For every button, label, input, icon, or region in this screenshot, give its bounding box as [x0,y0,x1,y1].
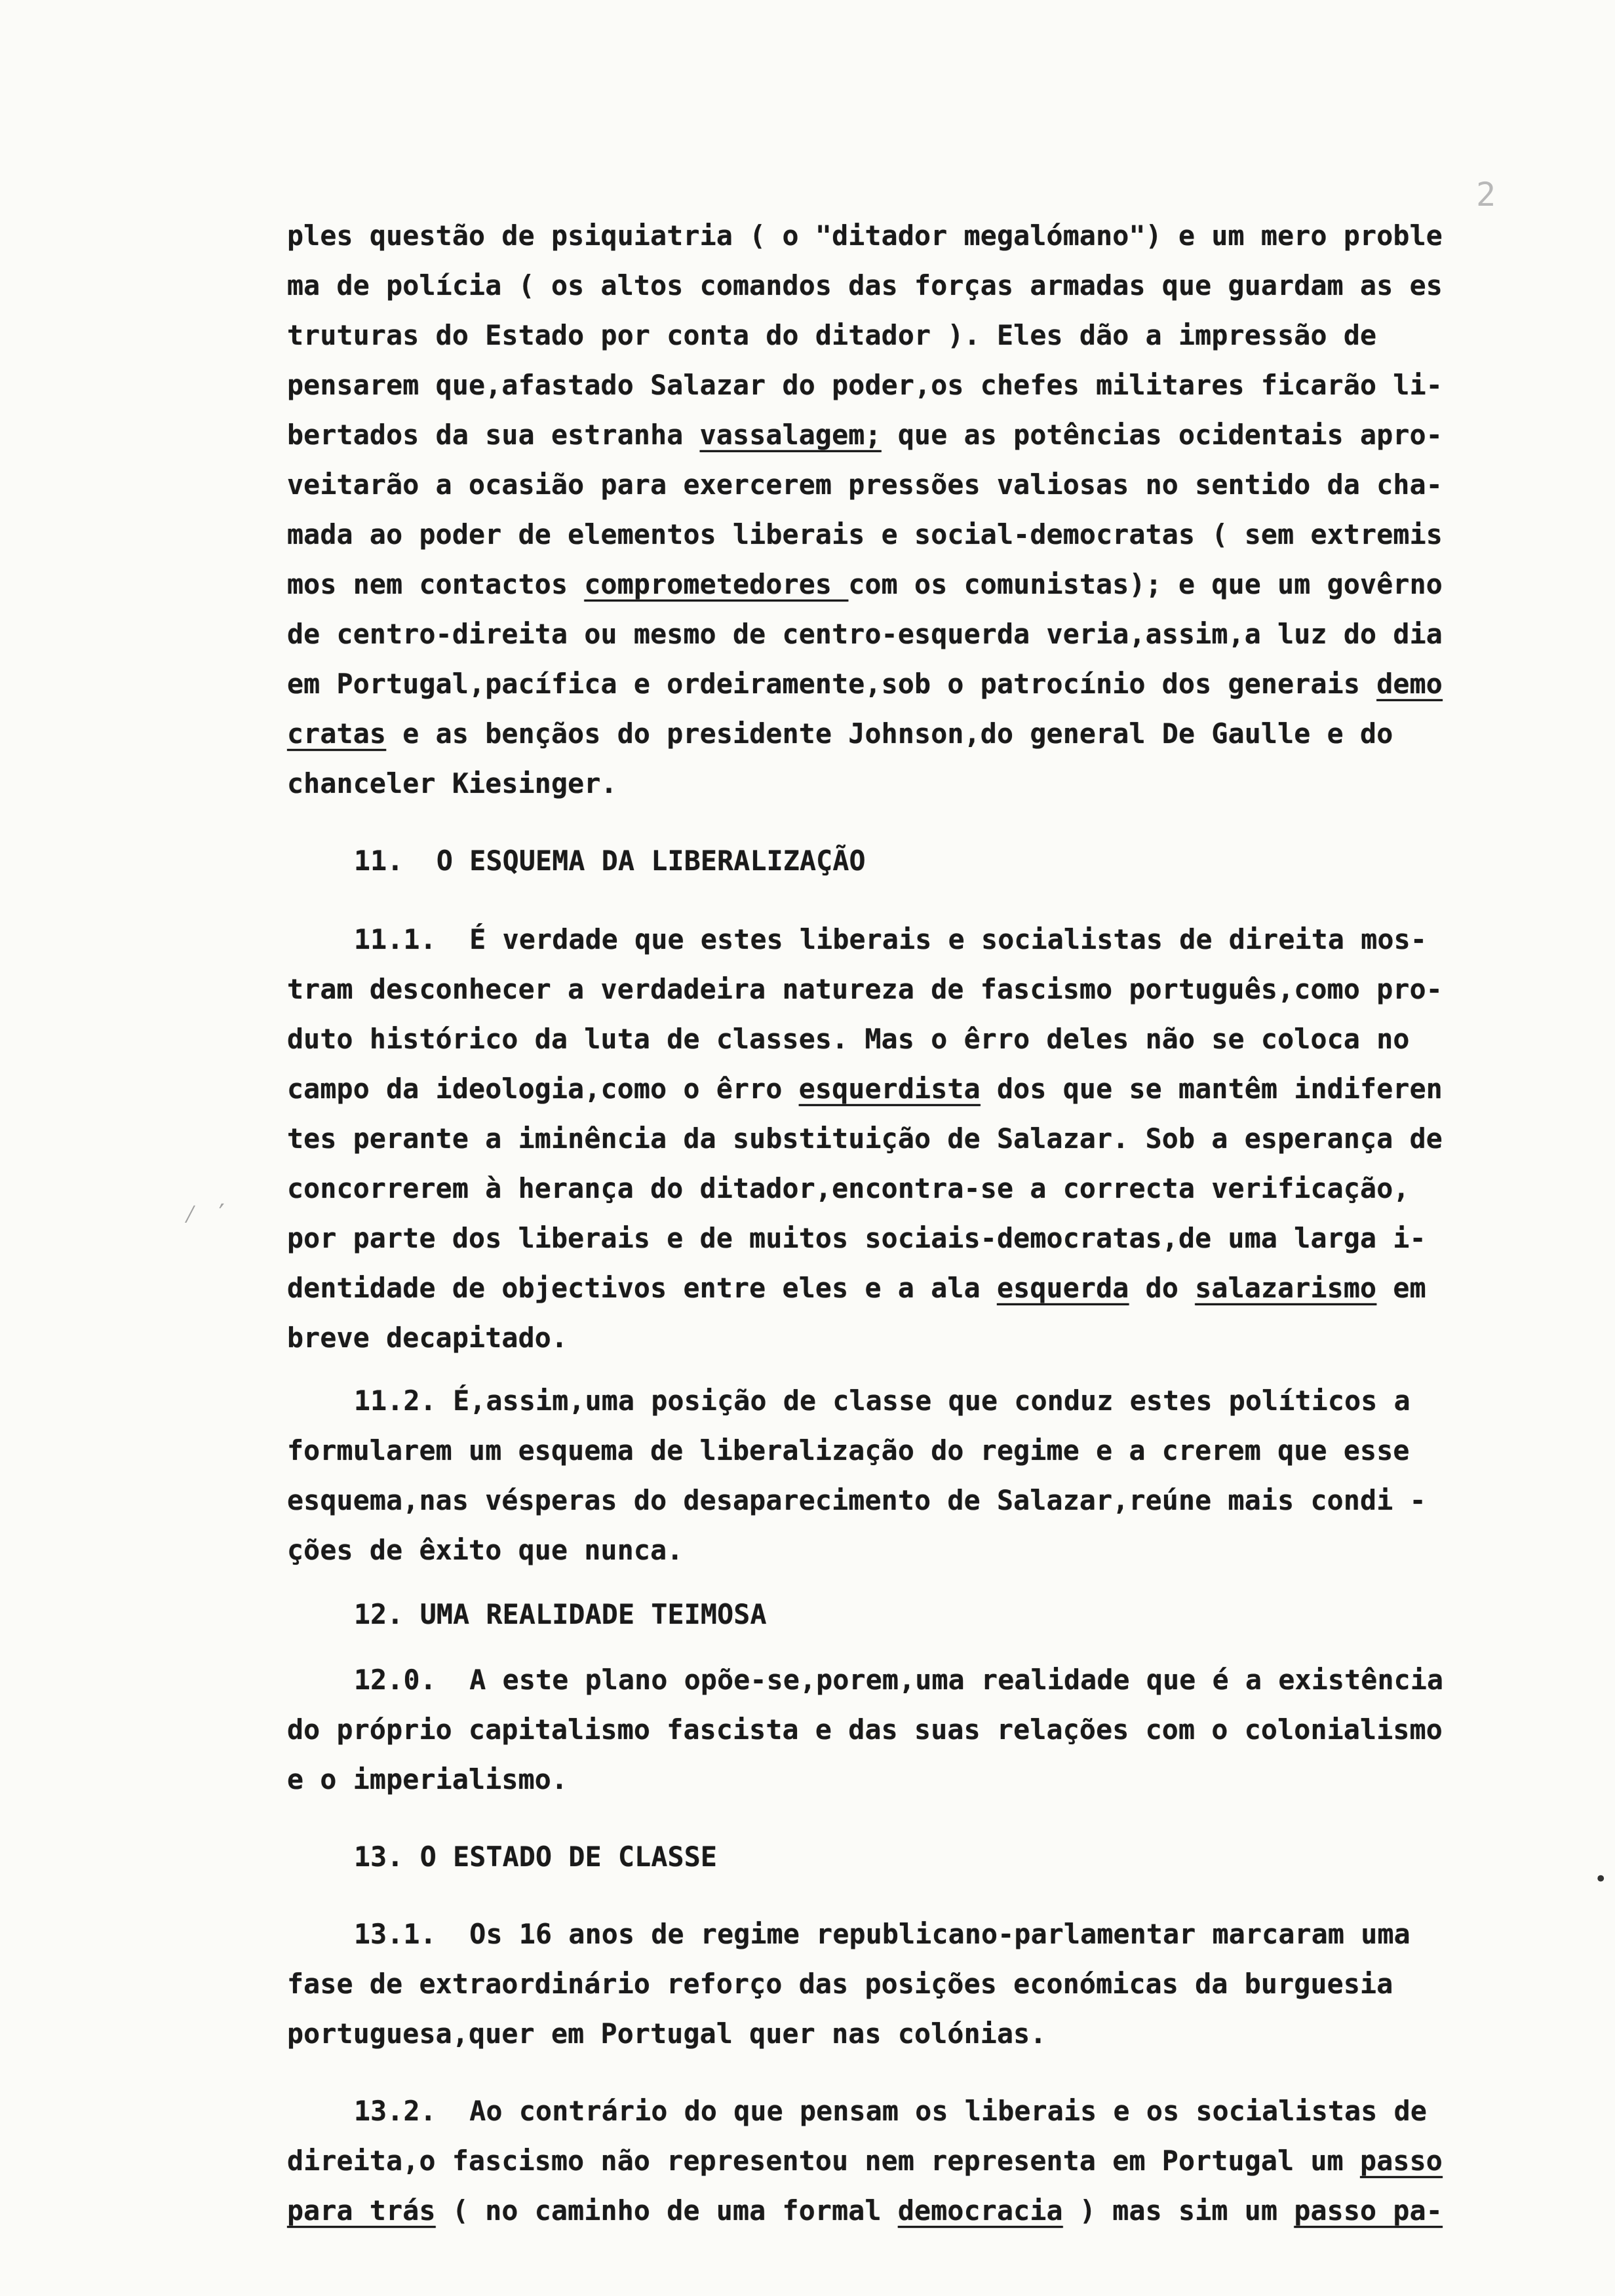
text-line: mada ao poder de elementos liberais e social-democratas ( sem extremis [287,518,1443,550]
text-line: 13.2. Ao contrário do que pensam os liberais e os socialistas de [354,2095,1428,2127]
text-line: fase de extraordinário reforço das posições económicas da burguesia [287,1968,1393,2000]
underlined-word: para trás [287,2194,436,2227]
underlined-word: passo [1360,2145,1443,2177]
text-line: 12.0. A este plano opõe-se,porem,uma realidade que é a existência [354,1664,1444,1696]
text-line: campo da ideologia,como o êrro esquerdista dos que se mantêm indiferen [287,1073,1443,1105]
text-line: dentidade de objectivos entre eles e a ala esquerda do salazarismo em [287,1272,1426,1304]
text-line: ma de polícia ( os altos comandos das forças armadas que guardam as es [287,269,1443,301]
text-line: chanceler Kiesinger. [287,767,617,799]
text-line: ções de êxito que nunca. [287,1534,684,1566]
text-line: formularem um esquema de liberalização do regime e a crerem que esse [287,1434,1410,1466]
page-number-mark: 2 [1476,176,1496,214]
text-line: para trás ( no caminho de uma formal democracia ) mas sim um passo pa- [287,2194,1443,2227]
text-line: concorrerem à herança do ditador,encontra-se a correcta verificação, [287,1172,1410,1204]
underlined-word: esquerdista [798,1073,981,1105]
text-line: tram desconhecer a verdadeira natureza de fascismo português,como pro- [287,973,1443,1005]
text-line: portuguesa,quer em Portugal quer nas colónias. [287,2018,1047,2050]
underlined-word: demo [1376,668,1443,700]
underlined-word: salazarismo [1195,1272,1377,1304]
text-line: duto histórico da luta de classes. Mas o êrro deles não se coloca no [287,1023,1410,1055]
text-line: pensarem que,afastado Salazar do poder,os chefes militares ficarão li- [287,369,1443,401]
underlined-word: cratas [287,718,387,750]
section-heading: 13. O ESTADO DE CLASSE [354,1841,718,1873]
text-line: 11.2. É,assim,uma posição de classe que conduz estes políticos a [354,1385,1411,1417]
text-line: mos nem contactos comprometedores com os comunistas); e que um govêrno [287,568,1443,600]
text-line: veitarão a ocasião para exercerem pressões valiosas no sentido da cha- [287,469,1443,501]
stray-ink-dot: • [1594,1866,1608,1892]
text-line: por parte dos liberais e de muitos sociais-democratas,de uma larga i- [287,1222,1426,1254]
underlined-word: vassalagem; [699,419,882,451]
text-line: bertados da sua estranha vassalagem; que as potências ocidentais apro- [287,419,1443,451]
text-line: 13.1. Os 16 anos de regime republicano-parlamentar marcaram uma [354,1918,1411,1950]
text-line: direita,o fascismo não representou nem representa em Portugal um passo [287,2145,1443,2177]
underlined-word: esquerda [996,1272,1129,1304]
text-line: tes perante a iminência da substituição de Salazar. Sob a esperança de [287,1122,1443,1155]
text-line: truturas do Estado por conta do ditador ). Eles dão a impressão de [287,319,1377,351]
text-line: de centro-direita ou mesmo de centro-esquerda veria,assim,a luz do dia [287,618,1443,650]
text-line: ples questão de psiquiatria ( o "ditador megalómano") e um mero proble [287,220,1443,252]
text-line: e o imperialismo. [287,1763,568,1795]
section-heading: 12. UMA REALIDADE TEIMOSA [354,1598,767,1630]
text-line: em Portugal,pacífica e ordeiramente,sob o patrocínio dos generais demo [287,668,1443,700]
section-heading: 11. O ESQUEMA DA LIBERALIZAÇÃO [354,845,866,877]
text-line: do próprio capitalismo fascista e das suas relações com o colonialismo [287,1713,1443,1746]
text-line: breve decapitado. [287,1322,568,1354]
text-line: 11.1. É verdade que estes liberais e socialistas de direita mos- [354,923,1428,955]
underlined-word: passo pa- [1294,2194,1443,2227]
text-line: cratas e as bençãos do presidente Johnson,do general De Gaulle e do [287,718,1393,750]
underlined-word: democracia [897,2194,1063,2227]
underlined-word: comprometedores [584,568,849,600]
margin-pencil-mark: ⁄ ′ [182,1199,230,1229]
text-line: esquema,nas vésperas do desaparecimento de Salazar,reúne mais condi - [287,1484,1426,1516]
